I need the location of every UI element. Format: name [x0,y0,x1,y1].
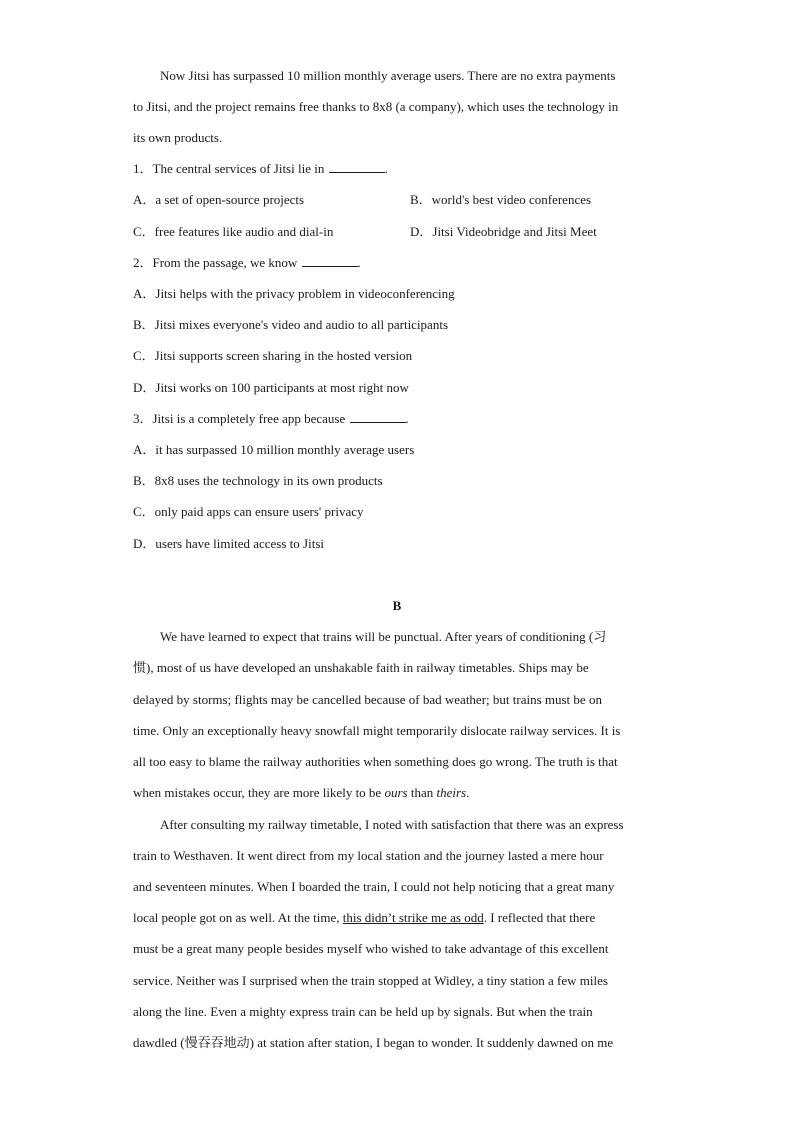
passage-b-p2-line-5: must be a great many people besides myself who wished to take advantage of this excellent [133,941,609,956]
question-1-option-a: A．a set of open-source projects [133,192,305,207]
question-2-option-a: A．Jitsi helps with the privacy problem in videoconferencing [133,286,455,301]
passage-b-p1-line-1: We have learned to expect that trains will be punctual. After years of conditioning (习 [160,629,607,644]
question-3-option-b: B．8x8 uses the technology in its own products [133,473,383,488]
question-3-option-a: A．it has surpassed 10 million monthly average users [133,442,415,457]
passage-a-line-1: Now Jitsi has surpassed 10 million monthly average users. There are no extra payments [160,68,616,83]
passage-b-p1-line-4: time. Only an exceptionally heavy snowfall might temporarily dislocate railway services. It is [133,723,621,738]
question-1-stem: 1．The central services of Jitsi lie in . [133,161,388,176]
underlined-phrase: this didn’t strike me as odd [342,910,484,925]
question-2-option-d: D．Jitsi works on 100 participants at most right now [133,380,409,395]
passage-b-p1-line-3: delayed by storms; flights may be cancelled because of bad weather; but trains must be on [133,692,602,707]
answer-blank [302,255,358,267]
question-1-option-c: C．free features like audio and dial-in [133,224,334,239]
passage-b-p2-line-6: service. Neither was I surprised when the train stopped at Widley, a tiny station a few miles [133,973,608,988]
passage-b-p1-line-6: when mistakes occur, they are more likely to be ours than theirs. [133,785,470,800]
question-1-option-b: B．world's best video conferences [410,192,592,207]
question-3-option-d: D．users have limited access to Jitsi [133,536,324,551]
passage-b-p2-line-7: along the line. Even a mighty express train can be held up by signals. But when the train [133,1004,593,1019]
answer-blank [329,161,385,173]
emphasis-theirs: theirs [436,785,467,800]
passage-b-p2-line-2: train to Westhaven. It went direct from my local station and the journey lasted a mere hour [133,848,604,863]
passage-b-p2-line-3: and seventeen minutes. When I boarded the train, I could not help noticing that a great many [133,879,615,894]
emphasis-ours: ours [384,785,408,800]
question-2-option-b: B．Jitsi mixes everyone's video and audio to all participants [133,317,449,332]
passage-b-p2-line-8: dawdled (慢吞吞地动) at station after station, I began to wonder. It suddenly dawned on me [133,1035,614,1050]
question-1-option-d: D．Jitsi Videobridge and Jitsi Meet [410,224,597,239]
question-2-option-c: C．Jitsi supports screen sharing in the hosted version [133,348,413,363]
passage-a-line-2: to Jitsi, and the project remains free thanks to 8x8 (a company), which uses the technology in [133,99,619,114]
passage-b-p2-line-1: After consulting my railway timetable, I noted with satisfaction that there was an express [160,817,624,832]
question-3-option-c: C．only paid apps can ensure users' privacy [133,504,364,519]
question-2-stem: 2．From the passage, we know . [133,255,361,270]
passage-b-p1-line-2: 惯), most of us have developed an unshakable faith in railway timetables. Ships may be [133,660,589,675]
passage-b-p2-line-4: local people got on as well. At the time, this didn’t strike me as odd. I reflected that there [133,910,596,925]
passage-b-p1-line-5: all too easy to blame the railway authorities when something does go wrong. The truth is that [133,754,618,769]
question-3-stem: 3．Jitsi is a completely free app because . [133,411,409,426]
passage-a-line-3: its own products. [133,130,223,145]
section-heading: B [392,598,402,613]
answer-blank [350,411,406,423]
